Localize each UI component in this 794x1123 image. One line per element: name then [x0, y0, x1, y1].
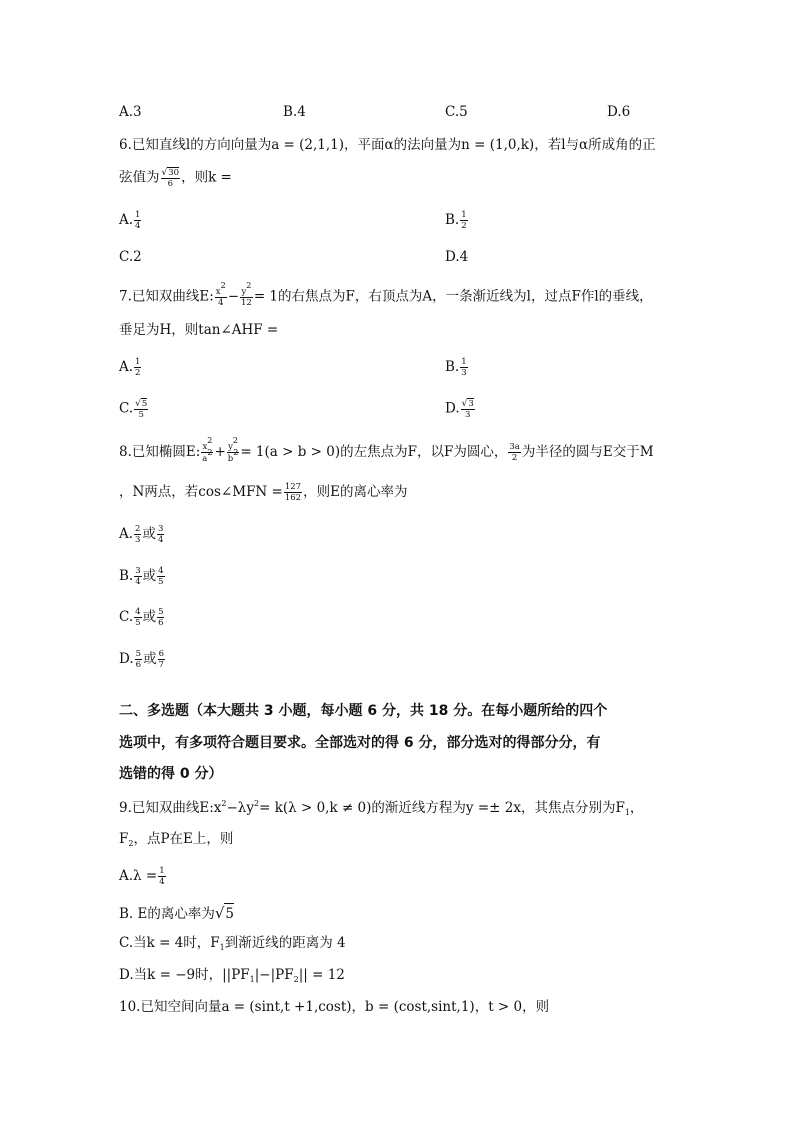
q8-stem-line2: ，N两点，若cos∠MFN = $\frac{127}{162}$ ，则E的离心率为 — [119, 482, 408, 503]
q6-option-a: A. $\frac{1}{4}$ — [119, 210, 141, 231]
q5-option-b: B.4 — [283, 104, 306, 120]
q5-option-d: D.6 — [607, 104, 631, 120]
q5-option-c: C.5 — [445, 104, 468, 120]
q6-stem-line2: 弦值为 $\frac{√30}{6}$ ，则k = — [119, 168, 232, 189]
q7-stem-line1: 7.已知双曲线E: $\frac{x^2}{4}$ − $\frac{y^2}{12}$ = 1的右焦点为F，右顶点为A，一条渐近线为l，过点F作l的垂线， — [119, 281, 653, 308]
q9-option-a: A.λ = $\frac{1}{4}$ — [119, 866, 165, 887]
q5-option-a: A.3 — [119, 104, 142, 120]
q6-option-c: C.2 — [119, 249, 142, 265]
q7-stem-line2: 垂足为H，则tan∠AHF = — [119, 322, 279, 338]
q7-option-d: D. $\frac{√3}{3}$ — [445, 399, 474, 420]
q6-option-d: D.4 — [445, 249, 469, 265]
q7-option-c: C. $\frac{√5}{5}$ — [119, 399, 148, 420]
q10-stem-line1: 10.已知空间向量a = (sint,t +1,cost)，b = (cost,sint,1)，t > 0，则 — [119, 999, 550, 1015]
q8-option-d: D. $\frac{5}{6}$ 或 $\frac{6}{7}$ — [119, 649, 164, 670]
q6-stem-line1: 6.已知直线l的方向向量为a = (2,1,1)，平面α的法向量为n = (1,0,k)，若l与α所成角的正 — [119, 137, 656, 153]
q9-stem-line2: $F_2$，点P在E上，则 — [119, 831, 234, 848]
section-heading-line2: 选项中，有多项符合题目要求。全部选对的得 6 分，部分选对的得部分分，有 — [119, 735, 601, 751]
q8-option-c: C. $\frac{4}{5}$ 或 $\frac{5}{6}$ — [119, 607, 164, 628]
q8-stem-line1: 8.已知椭圆E: $\frac{x^2}{a^2}$ + $\frac{y^2}{b^2}$ = 1(a > b > 0)的左焦点为F，以F为圆心， $\frac{3a}{2}$ 为半径的圆与E交于M — [119, 436, 654, 464]
fraction: $\frac{√30}{6}$ — [161, 168, 180, 189]
q9-option-c: C.当k = 4时，$F_1$到渐近线的距离为 4 — [119, 935, 346, 952]
q8-option-a: A. $\frac{2}{3}$ 或 $\frac{3}{4}$ — [119, 524, 164, 545]
q7-option-a: A. $\frac{1}{2}$ — [119, 357, 141, 378]
q6-option-b: B. $\frac{1}{2}$ — [445, 210, 467, 231]
q8-option-b: B. $\frac{3}{4}$ 或 $\frac{4}{5}$ — [119, 566, 164, 587]
section-heading-line3: 选错的得 0 分） — [119, 766, 223, 782]
q9-stem-line1: 9.已知双曲线$E:x^2-\lambda y^2= k(\lambda > 0,k \ne 0)$的渐近线方程为y =± 2x，其焦点分别为$F_1$， — [119, 799, 644, 817]
q9-option-d: D.当k = −9时，$||PF_1|-|PF_2|| = 12$ — [119, 967, 345, 984]
q7-option-b: B. $\frac{1}{3}$ — [445, 357, 467, 378]
q9-option-b: B. E的离心率为√5 — [119, 904, 235, 922]
section-heading-line1: 二、多选题（本大题共 3 小题，每小题 6 分，共 18 分。在每小题所给的四个 — [119, 703, 608, 719]
